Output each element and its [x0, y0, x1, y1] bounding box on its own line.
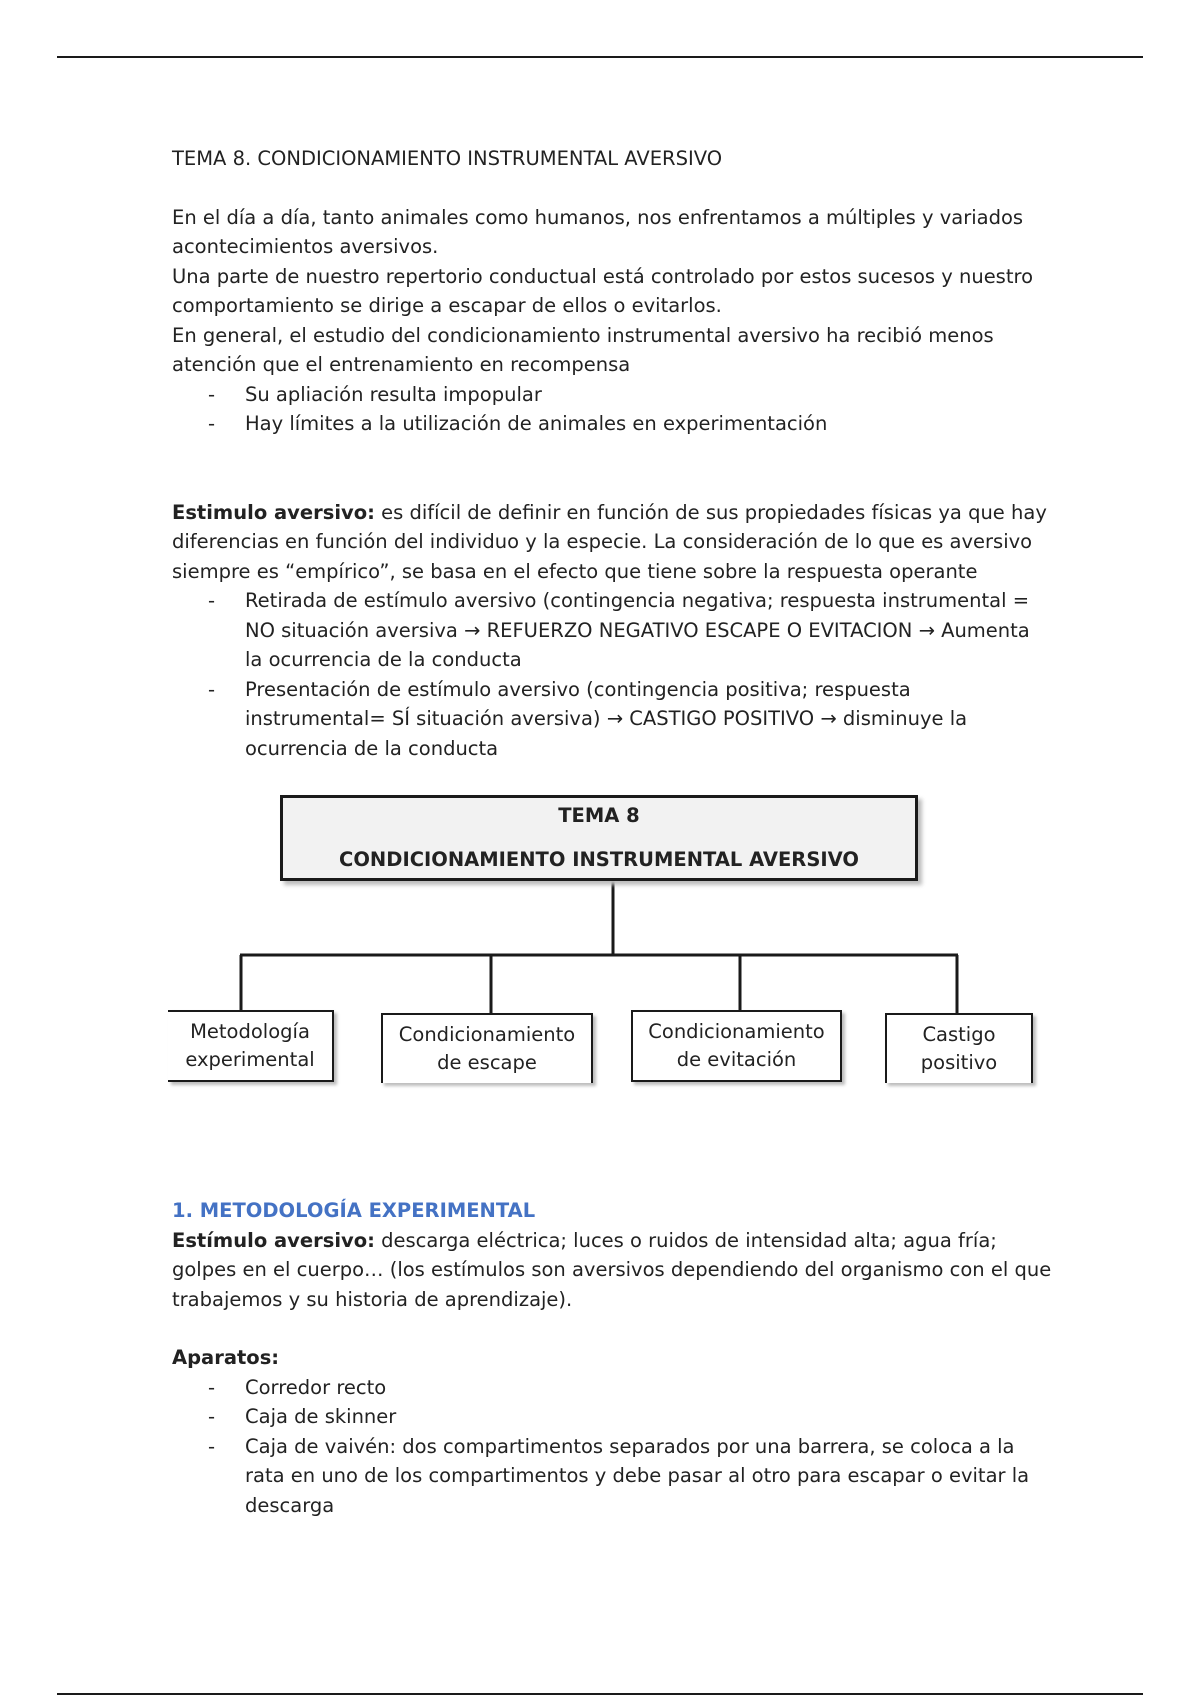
estimulo-label: Estimulo aversivo:	[172, 500, 375, 524]
leaf-line2: experimental	[185, 1048, 315, 1071]
section-estimulo-text: descarga eléctrica; luces o ruidos de intensidad alta; agua fría; golpes en el cuerpo… (los estímulos son aversivos dependiendo del organismo con el que trabajemos y su historia de aprendizaje).	[172, 1228, 1052, 1311]
intro-paragraph-3: En general, el estudio del condicionamiento instrumental aversivo ha recibió menos atención que el entrenamiento en recompensa	[172, 323, 994, 376]
intro-paragraph-2: Una parte de nuestro repertorio conductual está controlado por estos sucesos y nuestro comportamiento se dirige a escapar de ellos o evitarlos.	[172, 264, 1034, 317]
section-estimulo-label: Estímulo aversivo:	[172, 1228, 375, 1252]
intro-section	[172, 144, 1052, 763]
leaf-line2: de escape	[437, 1051, 537, 1074]
list-item: - Caja de vaivén: dos compartimentos separados por una barrera, se coloca a la rata en uno de los compartimentos y debe pasar al otro para escapar o evitar la descarga	[172, 1432, 1052, 1521]
estimulo-paragraph	[172, 498, 1052, 587]
bottom-page-rule	[57, 1693, 1143, 1695]
list-item: - Hay límites a la utilización de animales en experimentación	[172, 409, 1052, 439]
leaf-line1: Condicionamiento	[648, 1020, 825, 1043]
estimulo-bullet-list	[172, 586, 1052, 763]
section-estimulo-paragraph	[172, 1226, 1052, 1315]
leaf-line2: de evitación	[676, 1048, 797, 1071]
list-item: - Presentación de estímulo aversivo (contingencia positiva; respuesta instrumental= SÍ situación aversiva) → CASTIGO POSITIVO → disminuye la ocurrencia de la conducta	[172, 675, 1052, 764]
diagram-leaf-escape	[381, 1013, 593, 1083]
list-item: - Retirada de estímulo aversivo (contingencia negativa; respuesta instrumental = NO situación aversiva → REFUERZO NEGATIVO ESCAPE O EVITACION → Aumenta la ocurrencia de la conducta	[172, 586, 1052, 675]
diagram-leaf-castigo	[885, 1013, 1033, 1083]
leaf-line1: Metodología	[190, 1020, 310, 1043]
document-title: TEMA 8. CONDICIONAMIENTO INSTRUMENTAL AVERSIVO	[172, 147, 723, 170]
diagram-leaf-metodologia	[168, 1010, 334, 1082]
aparatos-heading: Aparatos:	[172, 1346, 280, 1369]
leaf-line1: Condicionamiento	[398, 1023, 576, 1046]
list-item: - Caja de skinner	[172, 1402, 1052, 1432]
diagram-root-box	[280, 795, 918, 881]
intro-bullet-list	[172, 380, 1052, 439]
estimulo-text: es difícil de definir en función de sus propiedades físicas ya que hay diferencias en función del individuo y la especie. La consideración de lo que es aversivo siempre es “empírico”, se basa en el efecto que tiene sobre la respuesta operante	[172, 500, 1047, 583]
diagram-root-line2: CONDICIONAMIENTO INSTRUMENTAL AVERSIVO	[339, 848, 859, 871]
top-page-rule	[57, 56, 1143, 58]
section-heading: 1. METODOLOGÍA EXPERIMENTAL	[172, 1199, 536, 1222]
section-metodologia	[172, 1196, 1052, 1520]
diagram-leaf-evitacion	[631, 1010, 842, 1082]
intro-paragraph-1: En el día a día, tanto animales como humanos, nos enfrentamos a múltiples y variados acontecimientos aversivos.	[172, 205, 1024, 258]
list-item: - Corredor recto	[172, 1373, 1052, 1403]
leaf-line1: Castigo	[922, 1023, 996, 1046]
aparatos-list	[172, 1373, 1052, 1521]
list-item: - Su apliación resulta impopular	[172, 380, 1052, 410]
leaf-line2: positivo	[920, 1051, 998, 1074]
concept-diagram	[168, 795, 1048, 1085]
diagram-root-line1: TEMA 8	[558, 804, 640, 827]
